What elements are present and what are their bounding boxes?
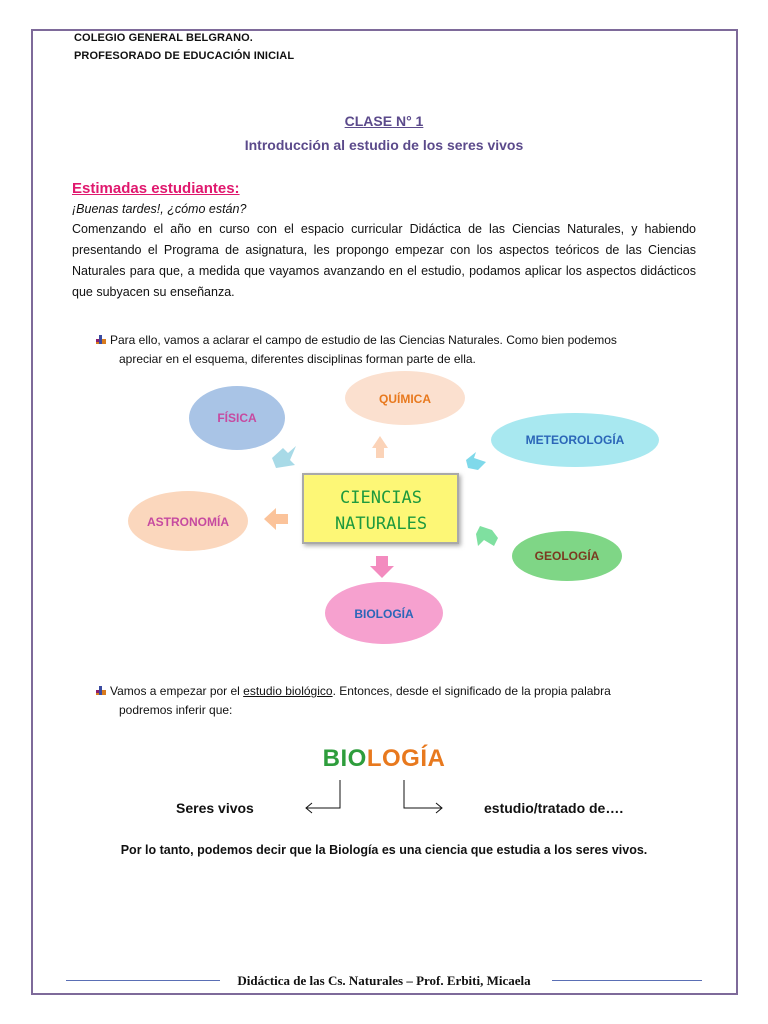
fisica-label: FÍSICA [217,411,257,425]
footer: Didáctica de las Cs. Naturales – Prof. Erbiti, Micaela [237,973,531,988]
arrow-to-quimica [372,436,388,458]
biologia-label: BIOLOGÍA [354,607,414,621]
arrow-to-biologia [370,556,394,578]
conclusion: Por lo tanto, podemos decir que la Biología es una ciencia que estudia a los seres vivos. [120,843,648,857]
quimica-label: QUÍMICA [379,392,431,406]
arrow-to-geologia [476,526,498,546]
geologia-label: GEOLOGÍA [534,549,600,563]
bullet-2-line2: podremos inferir que: [119,703,233,717]
center-text-1: CIENCIAS [340,488,422,508]
astronomia-label: ASTRONOMÍA [147,515,229,529]
biologia-word [0,745,768,773]
intro-paragraph: Comenzando el año en curso con el espacio curricular Didáctica de las Ciencias Naturales, y habiendo presentando el Programa de asignatura, les propongo empezar con los aspectos teóricos de las Ciencias Naturales para que, a medida que vayamos avanzando en el estudio, podamos aplicar los aspectos didácticos que subyacen su enseñanza. [72,222,696,299]
bullet-2-post: . Entonces, desde el significado de la propia palabra [332,684,611,698]
sciences-diagram [0,370,768,660]
bullet-1 [95,331,695,369]
bullet-2 [95,682,695,720]
meteorologia-label: METEOROLOGÍA [525,433,625,447]
arrow-to-astronomia [264,508,288,530]
logia-part: LOGÍA [366,745,446,772]
etymology-right: estudio/tratado de…. [484,800,624,816]
center-text-2: NATURALES [334,514,428,534]
arrow-to-fisica [272,446,296,468]
bullet-1-line1: Para ello, vamos a aclarar el campo de estudio de las Ciencias Naturales. Como bien podemos [110,333,617,347]
hello-line: ¡Buenas tardes!, ¿cómo están? [72,202,247,216]
bio-part: BIO [322,745,367,772]
class-title: CLASE N° 1 [344,113,424,129]
school-name: COLEGIO GENERAL BELGRANO. [74,32,253,44]
program-name: PROFESORADO DE EDUCACIÓN INICIAL [74,50,295,62]
estudio-biologico-text: estudio biológico [243,684,333,698]
etymology-arrows [296,778,456,818]
bullet-icon [95,332,107,343]
bullet-1-line2: apreciar en el esquema, diferentes disciplinas forman parte de ella. [119,352,476,366]
arrow-to-meteorologia [466,452,486,470]
etymology-left: Seres vivos [176,800,254,816]
bullet-icon [95,683,107,694]
bullet-2-pre: Vamos a empezar por el [110,684,244,698]
greeting: Estimadas estudiantes: [72,180,240,197]
class-subtitle: Introducción al estudio de los seres vivos [244,137,524,153]
